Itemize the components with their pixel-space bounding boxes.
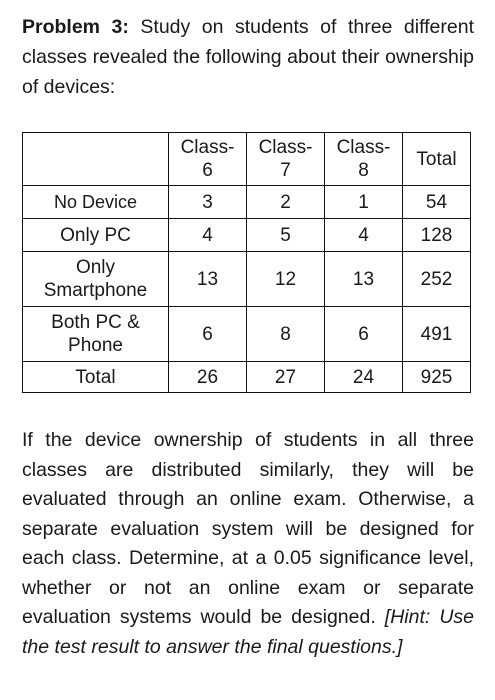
problem-label: Problem 3: — [22, 16, 129, 38]
table-cell: 26 — [169, 362, 247, 393]
header-class-7-line2: 7 — [280, 160, 291, 181]
table-row — [23, 186, 471, 219]
header-total-label: Total — [416, 148, 457, 170]
table-corner-cell — [23, 133, 169, 186]
table-cell: 6 — [169, 307, 247, 362]
table-total-row — [23, 362, 471, 393]
row-label-both-pc-phone-line2: Phone — [68, 335, 123, 356]
row-label-only-smartphone-line2: Smartphone — [43, 280, 148, 301]
table-cell-total: 252 — [403, 252, 471, 307]
table-cell: 27 — [247, 362, 325, 393]
table-row — [23, 252, 471, 307]
row-label-total: Total — [23, 362, 169, 393]
table-cell-grand-total: 925 — [403, 362, 471, 393]
header-total — [403, 133, 471, 186]
row-label-only-pc: Only PC — [23, 219, 169, 252]
question-text: If the device ownership of students in all three classes are distributed similarly, they will be evaluated through an online exam. Otherwise, a separate evaluation system will be designed for each class. Determine, at a 0.05 significance level, whether or not an online exam or separate evaluation systems would be designed. — [22, 429, 474, 628]
table-cell: 24 — [325, 362, 403, 393]
row-label-both-pc-phone-line1: Both PC & — [51, 312, 140, 333]
header-class-6-line2: 6 — [202, 160, 213, 181]
table-header-row — [23, 133, 471, 186]
table-cell: 4 — [325, 219, 403, 252]
table-cell: 3 — [169, 186, 247, 219]
table-cell-total: 491 — [403, 307, 471, 362]
row-label-only-smartphone — [23, 252, 169, 307]
table-cell-total: 54 — [403, 186, 471, 219]
header-class-8-line2: 8 — [358, 160, 369, 181]
problem-intro — [22, 12, 474, 102]
table-cell-total: 128 — [403, 219, 471, 252]
table-cell: 4 — [169, 219, 247, 252]
table-cell: 5 — [247, 219, 325, 252]
table-cell: 12 — [247, 252, 325, 307]
row-label-only-smartphone-line1: Only — [75, 257, 116, 278]
row-label-both-pc-phone — [23, 307, 169, 362]
table-cell: 13 — [325, 252, 403, 307]
header-class-8-line1: Class- — [336, 137, 391, 158]
header-class-6 — [169, 133, 247, 186]
device-ownership-table — [22, 132, 471, 393]
header-class-8 — [325, 133, 403, 186]
table-row — [23, 219, 471, 252]
table-cell: 6 — [325, 307, 403, 362]
header-class-6-line1: Class- — [180, 137, 235, 158]
table-cell: 2 — [247, 186, 325, 219]
hint-text: [Hint: Use the test result to answer the final questions.] — [22, 606, 475, 658]
question-paragraph — [22, 426, 474, 662]
table-cell: 8 — [247, 307, 325, 362]
row-label-no-device: No Device — [23, 186, 169, 219]
problem-intro-text: Study on students of three different classes revealed the following about their ownership of devices: — [22, 16, 474, 98]
table-cell: 13 — [169, 252, 247, 307]
header-class-7-line1: Class- — [258, 137, 313, 158]
table-row — [23, 307, 471, 362]
header-class-7 — [247, 133, 325, 186]
table-cell: 1 — [325, 186, 403, 219]
